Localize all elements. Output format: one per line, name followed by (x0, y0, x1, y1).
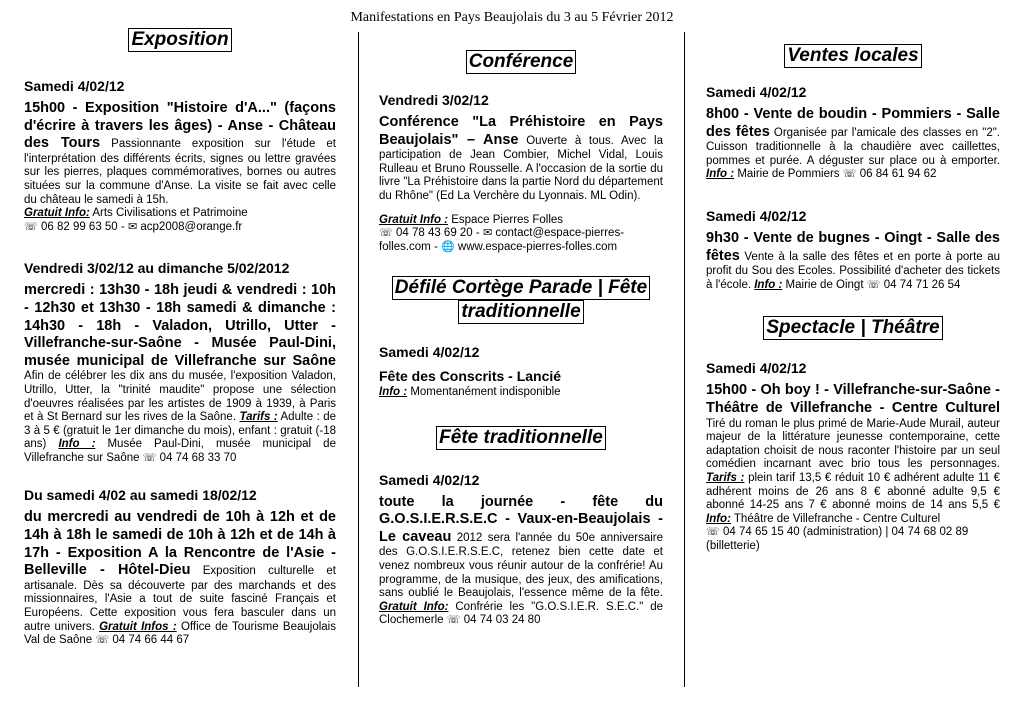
event-entry (379, 114, 663, 204)
phone-icon: ☏ (95, 634, 110, 647)
section-heading-conference: Conférence (466, 50, 577, 74)
info-text: Espace Pierres Folles (451, 213, 564, 226)
event-description: Vente à la salle des fêtes et en porte à porte au profit du Sou des Ecoles. Possibilité d'acheter des tickets à l'école. (706, 250, 1000, 291)
event-date: Vendredi 3/02/12 (379, 92, 489, 108)
event-info (379, 214, 663, 228)
event-title: toute la journée - fête du G.O.S.I.E.R.S.E.C - Vaux-en-Beaujolais - Le caveau (379, 493, 663, 545)
tarifs-label: Tarifs : (239, 411, 278, 424)
info-label: Info: (706, 512, 731, 525)
contact-phone: 04 74 66 44 67 (112, 634, 190, 647)
envelope-icon: ✉ (482, 227, 493, 240)
event-entry (24, 509, 336, 647)
event-description: Tiré du roman le plus primé de Marie-Aude Murail, auteur majeur de la littérature jeunesse contemporaine, cette adaptation choisit de nous raconter l'histoire par un seul comédien incarnant avec brio tous les personnages. (706, 417, 1000, 471)
event-date: Samedi 4/02/12 (706, 207, 807, 224)
event-title: Conférence "La Préhistoire en Pays Beaujolais" – Anse (379, 114, 663, 148)
contact-website[interactable]: www.espace-pierres-folles.com (457, 240, 618, 253)
event-date: Du samedi 4/02 au samedi 18/02/12 (24, 487, 257, 504)
event-description: Passionnante exposition sur l'étude et l'interprétation des différents écrits, signes ou lettre gravées sur les pierres, plaques commémoratives, bornes ou autres situées sur la commune d'Anse. La visite se fait avec celle du château le samedi à 15h. (24, 138, 336, 206)
phone-icon: ☏ (842, 168, 857, 181)
event-title: 15h00 - Oh boy ! - Villefranche-sur-Saône - Théâtre de Villefranche - Centre Culturel (706, 382, 1000, 416)
section-heading-defile: Défilé Cortège Parade | Fête (392, 276, 650, 300)
event-info (379, 386, 663, 400)
event-date: Samedi 4/02/12 (706, 84, 807, 100)
contact-phone: 04 74 68 33 70 (159, 451, 237, 464)
info-label: Gratuit Info : (379, 213, 448, 226)
tarifs-text: plein tarif 13,5 € réduit 10 € adhérent adulte 11 € adhérent moins de 26 ans 8 € abonné adulte 9,5 € abonné 14-25 ans 7 € abonné moins de 14 ans 5,5 € (706, 471, 1000, 512)
info-text: Musée Paul-Dini, musée municipal de Villefranche sur Saône (24, 438, 336, 464)
event-title: Fête des Conscrits - Lancié (379, 368, 562, 385)
info-text: Momentanément indisponible (410, 385, 561, 398)
page-header: Manifestations en Pays Beaujolais du 3 au 5 Février 2012 (350, 10, 674, 25)
info-text: Office de Tourisme Beaujolais Val de Saône (24, 620, 336, 647)
event-title: du mercredi au vendredi de 10h à 12h et de 14h à 18h le samedi de 10h à 12h et de 14h à 17h - Exposition A la Rencontre de l'Asie - Belleville - Hôtel-Dieu (24, 509, 336, 579)
phone-icon: ☏ (379, 227, 393, 240)
contact-separator: - (120, 220, 125, 233)
info-label: Info : (379, 385, 408, 398)
event-description: Organisée par l'amicale des classes en "2". Cuisson traditionnelle à la chaudière avec caillettes, pommes et purée. A déguster sur place ou à emporter. (706, 126, 1000, 167)
tarifs-label: Tarifs : (706, 471, 745, 484)
column-ventes-spectacle (706, 28, 1000, 687)
section-heading-defile-line2: traditionnelle (458, 300, 583, 324)
event-entry (706, 106, 1000, 182)
event-title: mercredi : 13h30 - 18h jeudi & vendredi : 10h - 12h30 et 13h30 - 18h samedi & dimanche : 14h30 - 18h - Valadon, Utrillo, Utter - Villefranche-sur-Saône - Musée Paul-Dini, musée municipal de Villefranche sur Saône (24, 282, 336, 369)
section-heading-fete: Fête traditionnelle (436, 426, 606, 450)
event-entry (24, 100, 336, 207)
globe-icon: 🌐 (441, 240, 455, 253)
event-description: Exposition culturelle et artisanale. Dès sa découverte par des marchands et des missionnaires, l'Asie a tout de suite fasciné Français et Européens. Cette exposition vous fera basculer dans un autre univers. (24, 565, 336, 633)
event-entry (24, 282, 336, 465)
contact-phone: 06 82 99 63 50 (40, 220, 118, 233)
event-info (24, 207, 336, 221)
event-entry (706, 382, 1000, 526)
event-title: 9h30 - Vente de bugnes - Oingt - Salle des fêtes (706, 229, 1000, 264)
contact-email[interactable]: acp2008@orange.fr (140, 220, 243, 233)
contact-email[interactable]: contact@espace-pierres-folles.com (379, 227, 625, 253)
event-entry (379, 368, 663, 386)
info-label: Gratuit Info: (24, 207, 90, 220)
info-label: Info : (754, 278, 783, 291)
contact-phone: 04 74 71 26 54 (883, 278, 961, 291)
phone-icon: ☏ (706, 526, 720, 539)
info-text: Théâtre de Villefranche - Centre Culturel (733, 512, 941, 525)
info-text: Confrérie les "G.O.S.I.E.R. S.E.C." de Clochemerle (379, 600, 663, 627)
contact-phone: 04 74 03 24 80 (463, 614, 541, 627)
event-date: Samedi 4/02/12 (24, 78, 125, 94)
tarifs-text: Adulte : de 3 à 5 € (gratuit le 1er dimanche du mois), enfant : gratuit (-18 ans) (24, 411, 336, 451)
event-date: Vendredi 3/02/12 au dimanche 5/02/2012 (24, 260, 290, 277)
envelope-icon: ✉ (127, 220, 138, 233)
phone-icon: ☏ (446, 614, 461, 627)
event-date: Samedi 4/02/12 (379, 344, 480, 361)
phone-icon: ☏ (866, 278, 881, 291)
column-divider (684, 32, 685, 687)
column-exposition (24, 28, 336, 687)
event-description: 2012 sera l'année du 50e anniversaire des G.O.S.I.E.R.S.E.C, retenez bien cette date et venez nombreux vous réunir autour de la confrérie! Au programme, de la musique, des jeux, des amifications, sans oublié le Beaujolais, l'essence même de la fête. (379, 531, 663, 600)
contact-phone: 06 84 61 94 62 (859, 168, 937, 181)
event-contact (706, 526, 1000, 553)
event-entry (706, 230, 1000, 292)
event-entry (379, 494, 663, 628)
event-date: Samedi 4/02/12 (706, 360, 807, 377)
info-label: Info : (58, 438, 96, 451)
event-description: Afin de célébrer les dix ans du musée, l'exposition Valadon, Utrillo, Utter, la "trinité maudite" propose une sélection d'oeuvres réalisées par les artistes de 1909 à 1939, à Paris et à St Bernard sur les rives de la Saône. (24, 370, 336, 424)
event-date: Samedi 4/02/12 (379, 471, 480, 488)
column-conference (379, 28, 663, 687)
info-text: Mairie de Pommiers (737, 168, 840, 181)
event-contact: ☏ 04 78 43 69 20 - ✉ contact@espace-pierres-folles.com - 🌐 www.espace-pierres-folles.com (379, 227, 625, 253)
info-text: Mairie de Oingt (785, 278, 864, 291)
event-description: Ouverte à tous. Avec la participation de Jean Combier, Michel Vidal, Louis Rulleau et Bruno Rousselle. A l'occasion de la sortie du livre "La Préhistoire dans la partie Nord du département du Rhône" (Ed La Verchère du Lyonnais. ML Odin). (379, 134, 663, 202)
info-label: Gratuit Infos : (99, 620, 177, 633)
info-label: Gratuit Info: (379, 600, 449, 613)
contact-phone: 04 78 43 69 20 (395, 227, 473, 240)
contact-phone: 04 74 65 15 40 (administration) | 04 74 68 02 89 (billetterie) (706, 526, 969, 552)
section-heading-ventes: Ventes locales (784, 44, 921, 68)
info-text: Arts Civilisations et Patrimoine (92, 207, 248, 220)
event-contact (24, 221, 336, 235)
column-divider (358, 32, 359, 687)
section-heading-spectacle: Spectacle | Théâtre (763, 316, 942, 340)
phone-icon: ☏ (24, 220, 38, 233)
info-label: Info : (706, 168, 735, 181)
phone-icon: ☏ (142, 451, 157, 464)
event-title: 8h00 - Vente de boudin - Pommiers - Salle des fêtes (706, 106, 1000, 140)
event-title: 15h00 - Exposition "Histoire d'A..." (façons d'écrire à travers les âges) - Anse - Château des Tours (24, 100, 336, 152)
section-heading-exposition: Exposition (128, 28, 231, 52)
